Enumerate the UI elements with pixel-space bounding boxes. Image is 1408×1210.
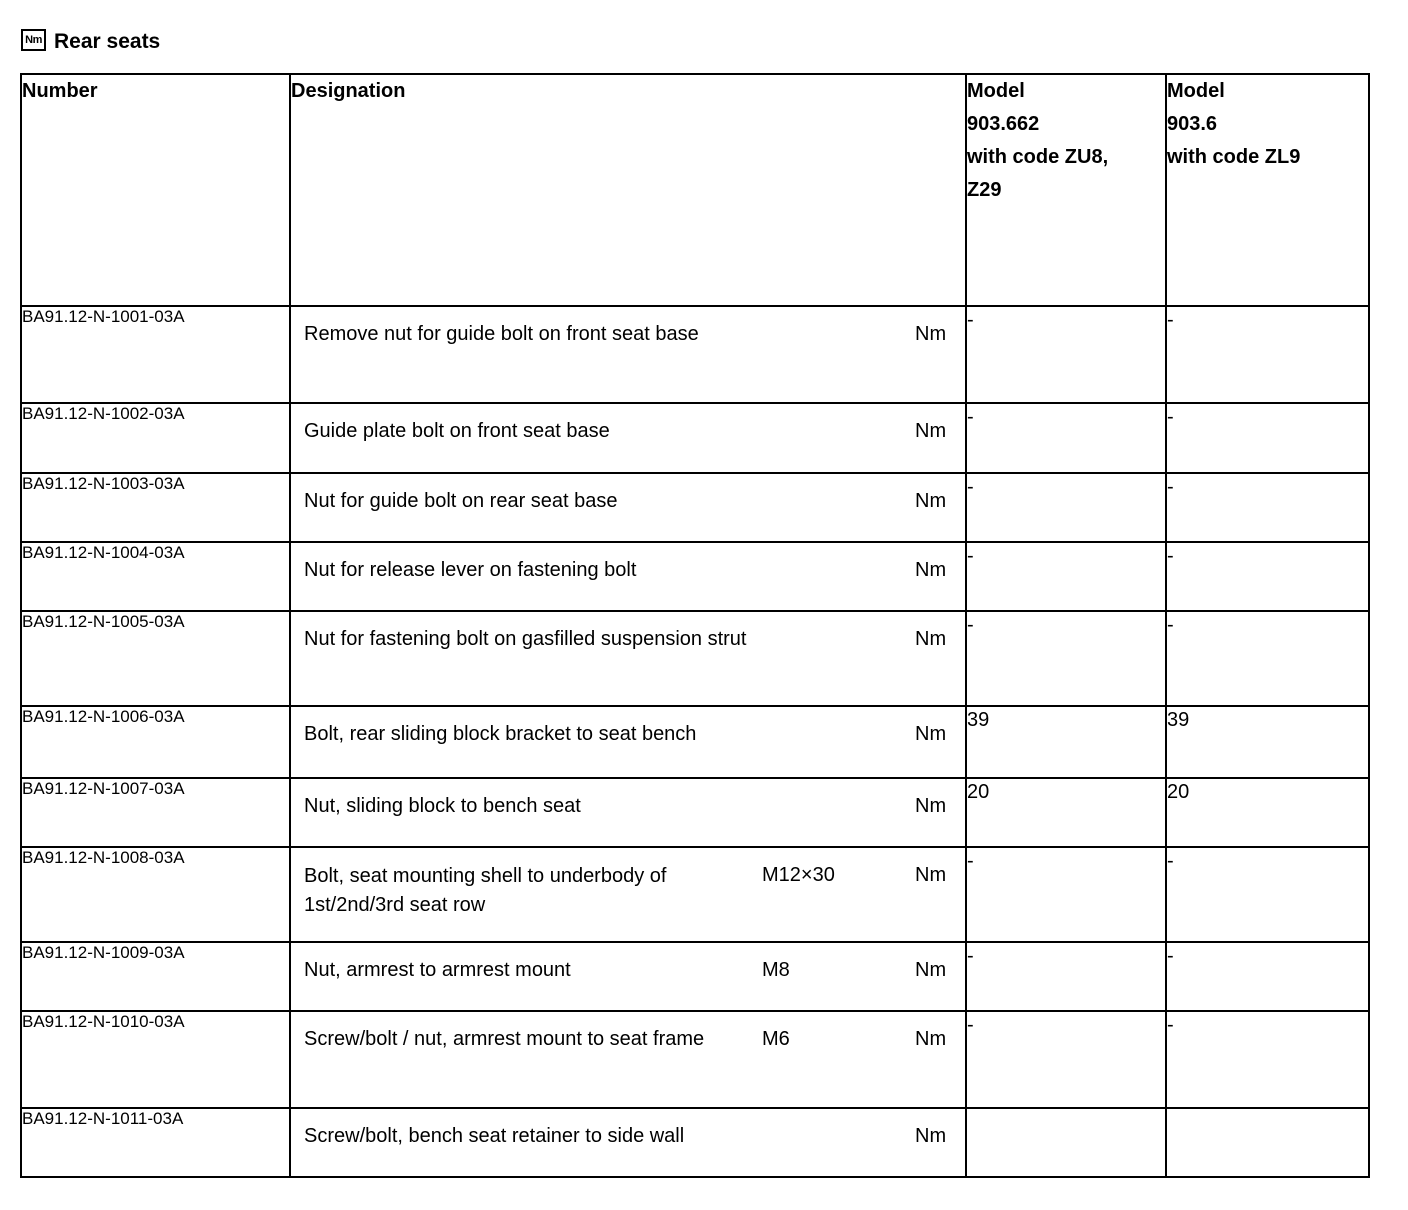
header-number: Number	[21, 74, 290, 306]
row-model-b-value: -	[1166, 542, 1369, 611]
row-model-a-value	[966, 1108, 1166, 1177]
row-model-b-value: -	[1166, 942, 1369, 1011]
row-model-a-value: -	[966, 942, 1166, 1011]
table-row	[21, 778, 1369, 847]
row-number: BA91.12-N-1003-03A	[21, 473, 290, 542]
row-designation-cell	[290, 847, 966, 942]
row-designation: Guide plate bolt on front seat base	[304, 420, 610, 442]
header-model-a: Model 903.662 with code ZU8, Z29	[966, 74, 1166, 306]
row-number: BA91.12-N-1005-03A	[21, 611, 290, 706]
table-row	[21, 473, 1369, 542]
row-model-a-value: 20	[966, 778, 1166, 847]
row-unit: Nm	[915, 1125, 947, 1147]
row-unit: Nm	[915, 559, 947, 581]
row-number: BA91.12-N-1010-03A	[21, 1011, 290, 1108]
table-row	[21, 306, 1369, 403]
row-designation: Bolt, seat mounting shell to underbody of 1st/2nd/3rd seat row	[304, 865, 667, 916]
row-number: BA91.12-N-1001-03A	[21, 306, 290, 403]
row-designation: Screw/bolt / nut, armrest mount to seat frame	[304, 1028, 705, 1050]
table-row	[21, 1108, 1369, 1177]
row-model-b-value: 39	[1166, 706, 1369, 778]
table-row	[21, 1011, 1369, 1108]
row-designation: Nut, sliding block to bench seat	[304, 795, 581, 817]
row-model-a-value: -	[966, 306, 1166, 403]
row-thread-size: M8	[762, 959, 790, 981]
row-designation-cell	[290, 706, 966, 778]
row-designation: Nut, armrest to armrest mount	[304, 959, 571, 981]
table-row	[21, 542, 1369, 611]
row-designation-cell	[290, 1011, 966, 1108]
row-designation-cell	[290, 1108, 966, 1177]
table-row	[21, 847, 1369, 942]
row-number: BA91.12-N-1008-03A	[21, 847, 290, 942]
row-model-b-value: -	[1166, 1011, 1369, 1108]
row-thread-size: M6	[762, 1028, 790, 1050]
row-number: BA91.12-N-1006-03A	[21, 706, 290, 778]
row-unit: Nm	[915, 959, 947, 981]
row-model-a-value: -	[966, 1011, 1166, 1108]
row-number: BA91.12-N-1007-03A	[21, 778, 290, 847]
row-model-b-value: -	[1166, 611, 1369, 706]
row-model-a-value: -	[966, 611, 1166, 706]
row-unit: Nm	[915, 1028, 947, 1050]
row-designation-cell	[290, 542, 966, 611]
row-number: BA91.12-N-1009-03A	[21, 942, 290, 1011]
row-model-b-value: -	[1166, 306, 1369, 403]
row-number: BA91.12-N-1004-03A	[21, 542, 290, 611]
row-unit: Nm	[915, 420, 947, 442]
row-designation: Nut for release lever on fastening bolt	[304, 559, 637, 581]
row-model-b-value: -	[1166, 473, 1369, 542]
section-title: Rear seats	[54, 30, 161, 53]
row-designation-cell	[290, 306, 966, 403]
section-heading	[21, 27, 160, 57]
row-unit: Nm	[915, 490, 947, 512]
row-designation: Nut for guide bolt on rear seat base	[304, 490, 618, 512]
row-model-b-value: -	[1166, 403, 1369, 473]
row-thread-size: M12×30	[762, 864, 835, 886]
row-designation: Screw/bolt, bench seat retainer to side wall	[304, 1125, 685, 1147]
row-designation-cell	[290, 942, 966, 1011]
row-model-a-value: -	[966, 473, 1166, 542]
nm-icon: Nm	[21, 29, 46, 51]
row-designation-cell	[290, 778, 966, 847]
row-designation-cell	[290, 473, 966, 542]
row-unit: Nm	[915, 723, 947, 745]
row-unit: Nm	[915, 795, 947, 817]
table-row	[21, 611, 1369, 706]
row-model-a-value: -	[966, 542, 1166, 611]
row-model-b-value	[1166, 1108, 1369, 1177]
row-designation-cell	[290, 611, 966, 706]
row-unit: Nm	[915, 323, 947, 345]
row-designation: Nut for fastening bolt on gasfilled suspension strut	[304, 628, 747, 650]
row-model-a-value: -	[966, 403, 1166, 473]
row-designation: Bolt, rear sliding block bracket to seat bench	[304, 723, 697, 745]
table-row	[21, 706, 1369, 778]
row-designation: Remove nut for guide bolt on front seat base	[304, 323, 699, 345]
row-model-a-value: 39	[966, 706, 1166, 778]
row-number: BA91.12-N-1002-03A	[21, 403, 290, 473]
table-row	[21, 403, 1369, 473]
header-model-b: Model 903.6 with code ZL9	[1166, 74, 1369, 306]
row-model-a-value: -	[966, 847, 1166, 942]
row-unit: Nm	[915, 864, 947, 886]
row-model-b-value: -	[1166, 847, 1369, 942]
row-model-b-value: 20	[1166, 778, 1369, 847]
row-number: BA91.12-N-1011-03A	[21, 1108, 290, 1177]
torque-spec-table	[20, 73, 1370, 1178]
row-unit: Nm	[915, 628, 947, 650]
row-designation-cell	[290, 403, 966, 473]
table-header-row	[21, 74, 1369, 306]
table-row	[21, 942, 1369, 1011]
header-designation: Designation	[290, 74, 966, 306]
